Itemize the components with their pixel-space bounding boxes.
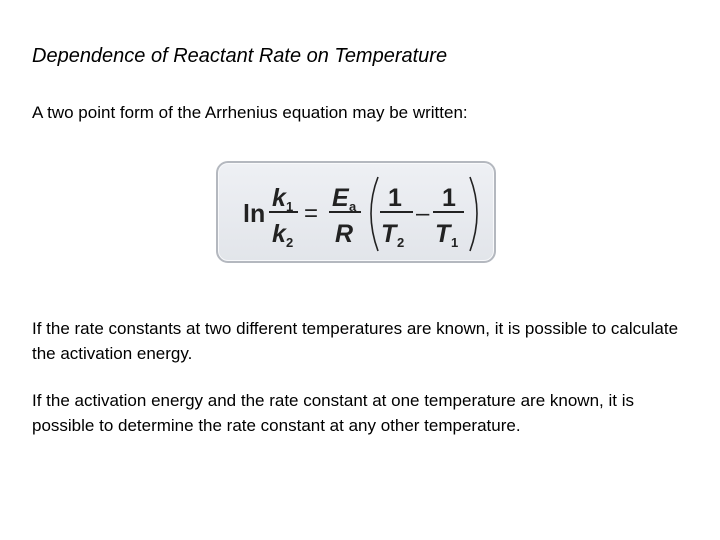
eq-one-a: 1 — [388, 184, 402, 212]
paragraph-rate-constant: If the activation energy and the rate constant at one temperature are known, it is possible to determine the rate constant at any other temperature. — [32, 391, 634, 435]
eq-t2: T — [381, 220, 397, 248]
eq-ea-sub: a — [349, 199, 357, 214]
eq-k1: k — [272, 184, 286, 212]
slide-title: Dependence of Reactant Rate on Temperature — [32, 45, 448, 67]
intro-text: A two point form of the Arrhenius equation may be written: — [32, 103, 468, 122]
paragraph-activation-energy: If the rate constants at two different temperatures are known, it is possible to calculate the activation energy. — [32, 319, 679, 363]
eq-t1: T — [435, 220, 451, 248]
eq-ln: ln — [243, 200, 266, 228]
eq-r: R — [335, 220, 354, 248]
eq-one-b: 1 — [442, 184, 456, 212]
eq-ea: E — [332, 184, 349, 212]
eq-equals: = — [304, 200, 319, 227]
eq-left-paren — [371, 177, 378, 251]
eq-k2: k — [272, 220, 286, 248]
eq-t1-sub: 1 — [451, 235, 459, 250]
eq-t2-sub: 2 — [397, 235, 405, 250]
arrhenius-equation — [218, 163, 498, 265]
arrhenius-equation-box — [216, 161, 496, 263]
eq-k2-sub: 2 — [286, 235, 294, 250]
eq-minus: – — [416, 200, 430, 227]
eq-right-paren — [470, 177, 477, 251]
eq-k1-sub: 1 — [286, 199, 294, 214]
